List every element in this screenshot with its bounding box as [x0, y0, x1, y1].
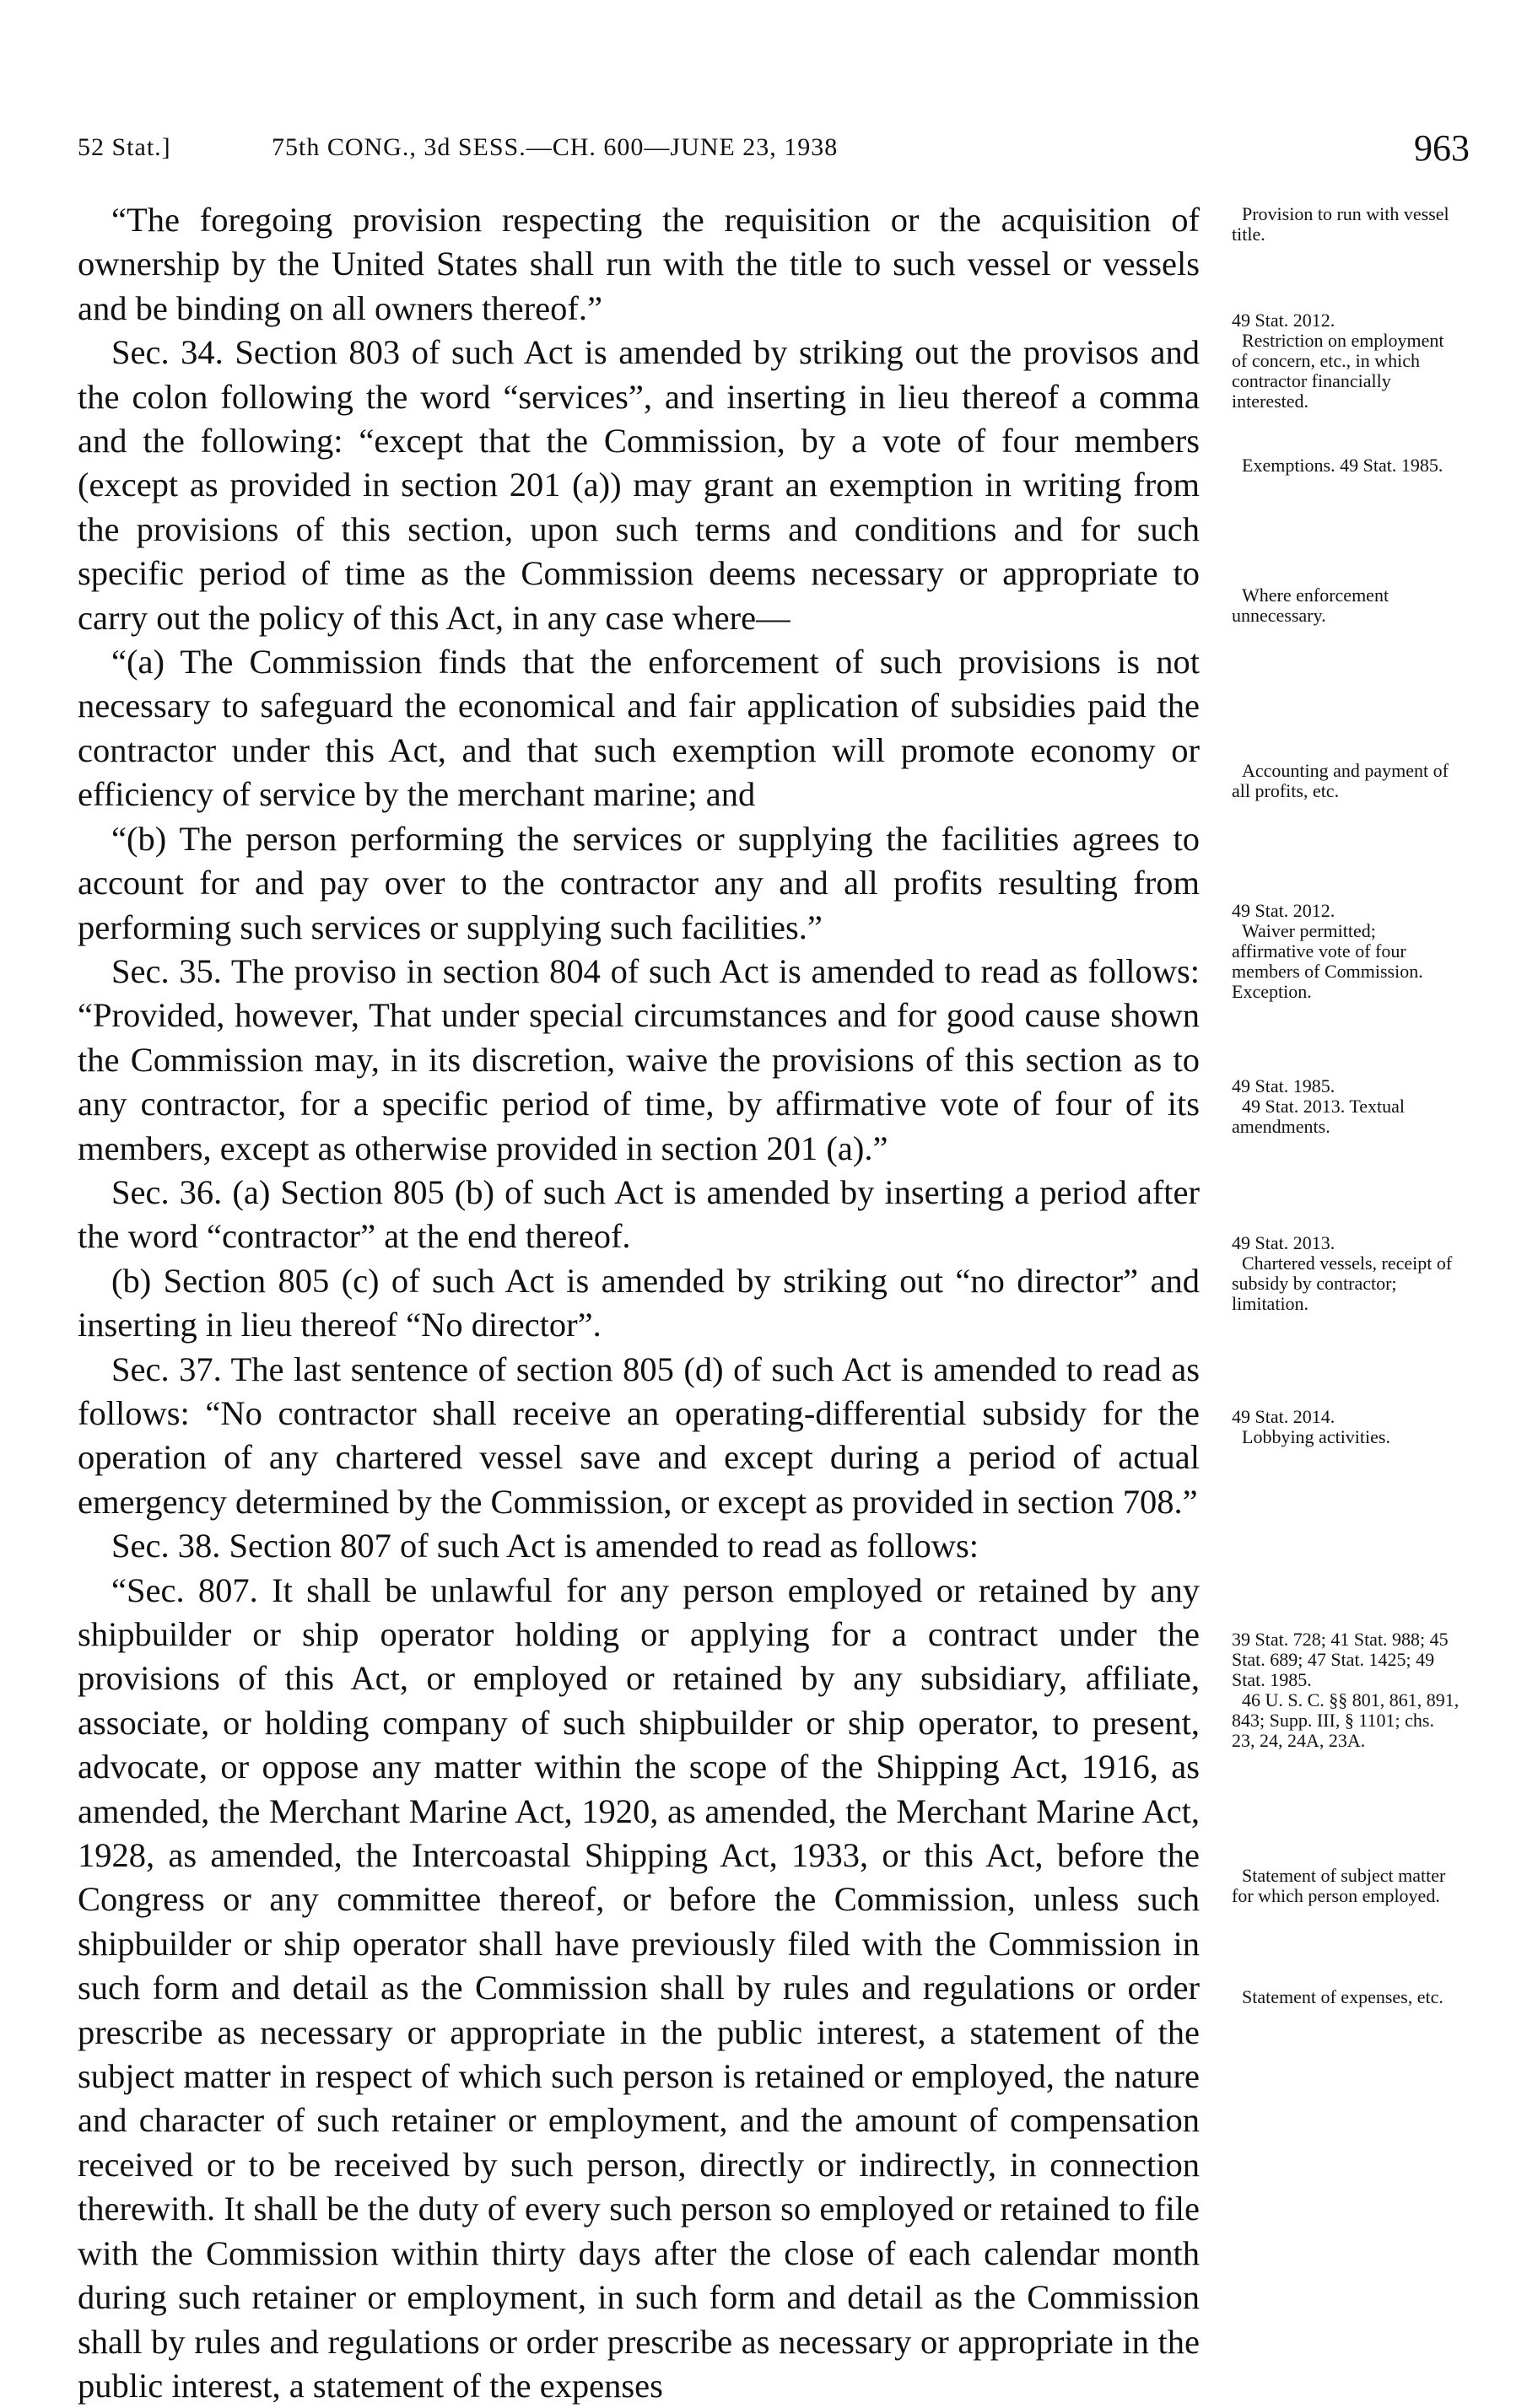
paragraph: Sec. 36. (a) Section 805 (b) of such Act is amended by inserting a period after the word “contractor” at the end thereof.	[78, 1172, 1200, 1256]
margin-heading: Waiver permitted; affirmative vote of four members of Commission. Exception.	[1232, 920, 1423, 1002]
page-header	[78, 127, 1470, 177]
margin-note	[1232, 1630, 1460, 1751]
margin-heading: Restriction on employment of concern, etc., in which contractor financially interested.	[1232, 330, 1444, 412]
margin-note	[1232, 1076, 1460, 1137]
margin-note	[1232, 1407, 1460, 1447]
margin-ref: 49 Stat. 2014.	[1232, 1406, 1335, 1427]
body-text	[78, 198, 1200, 2408]
margin-note	[1232, 761, 1460, 801]
statute-volume: 52 Stat.]	[78, 133, 171, 161]
margin-note	[1232, 455, 1460, 476]
margin-heading: Chartered vessels, receipt of subsidy by contractor; limitation.	[1232, 1252, 1453, 1314]
paragraph: “The foregoing provision respecting the requisition or the acquisition of ownership by the United States shall run with the title to such vessel or vessels and be binding on all owners thereof.”	[78, 201, 1200, 327]
margin-note	[1232, 585, 1460, 626]
margin-note	[1232, 1987, 1460, 2007]
margin-note	[1232, 1233, 1460, 1314]
margin-ref: 49 Stat. 2013.	[1232, 1232, 1335, 1253]
margin-ref: 49 Stat. 2012.	[1232, 310, 1335, 331]
margin-heading: Statement of subject matter for which person employed.	[1232, 1865, 1446, 1906]
paragraph: Sec. 38. Section 807 of such Act is amended to read as follows:	[111, 1527, 979, 1565]
paragraph: “(b) The person performing the services or supplying the facilities agrees to account for and pay over to the contractor any and all profits resulting from performing such services or supplying such facilities.”	[78, 819, 1200, 946]
paragraph: “(a) The Commission finds that the enforcement of such provisions is not necessary to safeguard the economical and fair application of subsidies paid the contractor under this Act, and that such exemption will promote economy or efficiency of service by the merchant marine; and	[78, 643, 1200, 814]
margin-heading: 46 U. S. C. §§ 801, 861, 891, 843; Supp. III, § 1101; chs. 23, 24, 24A, 23A.	[1232, 1689, 1460, 1751]
margin-note	[1232, 310, 1460, 412]
margin-ref: 49 Stat. 1985.	[1232, 1075, 1335, 1096]
paragraph: Sec. 35. The proviso in section 804 of such Act is amended to read as follows: “Provided, however, That under special circumstances and for good cause shown the Commission may, in its discretion, waive the provisions of this section as to any contractor, for a specific period of time, by affirmative vote of four of its members, except as otherwise provided in section 201 (a).”	[78, 951, 1200, 1167]
page-number: 963	[1414, 127, 1470, 169]
margin-heading: Accounting and payment of all profits, etc.	[1232, 760, 1449, 801]
margin-heading: 49 Stat. 2013. Textual amendments.	[1232, 1096, 1405, 1137]
margin-heading: Where enforcement unnecessary.	[1232, 584, 1389, 626]
margin-heading: Provision to run with vessel title.	[1232, 203, 1449, 245]
paragraph: Sec. 37. The last sentence of section 805 (d) of such Act is amended to read as follows: “No contractor shall receive an operating-differential subsidy for the operation of any chartered vessel save and except during a period of actual emergency determined by the Commission, or except as provided in section 708.”	[78, 1349, 1200, 1521]
margin-heading: Exemptions. 49 Stat. 1985.	[1242, 455, 1443, 476]
margin-note	[1232, 1866, 1460, 1906]
margin-note	[1232, 901, 1460, 1002]
margin-heading: Lobbying activities.	[1242, 1426, 1390, 1447]
margin-note	[1232, 204, 1460, 245]
paragraph: (b) Section 805 (c) of such Act is amended by striking out “no director” and inserting in lieu thereof “No director”.	[78, 1261, 1200, 1344]
session-citation: 75th CONG., 3d SESS.—CH. 600—JUNE 23, 1938	[272, 133, 839, 161]
margin-heading: Statement of expenses, etc.	[1242, 1986, 1443, 2007]
paragraph: Sec. 34. Section 803 of such Act is amended by striking out the provisos and the colon following the word “services”, and inserting in lieu thereof a comma and the following: “except that the Commission, by a vote of four members (except as provided in section 201 (a)) may grant an exemption in writing from the provisions of this section, upon such terms and conditions and for such specific period of time as the Commission deems necessary or appropriate to carry out the policy of this Act, in any case where—	[78, 333, 1200, 637]
paragraph: “Sec. 807. It shall be unlawful for any person employed or retained by any shipbuilder or ship operator holding or applying for a contract under the provisions of this Act, or employed or retained by any subsidiary, affiliate, associate, or holding company of such shipbuilder or ship operator, to present, advocate, or oppose any matter within the scope of the Shipping Act, 1916, as amended, the Merchant Marine Act, 1920, as amended, the Merchant Marine Act, 1928, as amended, the Intercoastal Shipping Act, 1933, or this Act, before the Congress or any committee thereof, or before the Commission, unless such shipbuilder or ship operator shall have previously filed with the Commission in such form and detail as the Commission shall by rules and regulations or order prescribe as necessary or appropriate in the public interest, a statement of the subject matter in respect of which such person is retained or employed, the nature and character of such retainer or employment, and the amount of compensation received or to be received by such person, directly or indirectly, in connection therewith. It shall be the duty of every such person so employed or retained to file with the Commission within thirty days after the close of each calendar month during such retainer or employment, in such form and detail as the Commission shall by rules and regulations or order prescribe as necessary or appropriate in the public interest, a statement of the expenses	[78, 1570, 1200, 2405]
margin-ref: 49 Stat. 2012.	[1232, 900, 1335, 921]
margin-ref: 39 Stat. 728; 41 Stat. 988; 45 Stat. 689; 47 Stat. 1425; 49 Stat. 1985.	[1232, 1629, 1449, 1690]
